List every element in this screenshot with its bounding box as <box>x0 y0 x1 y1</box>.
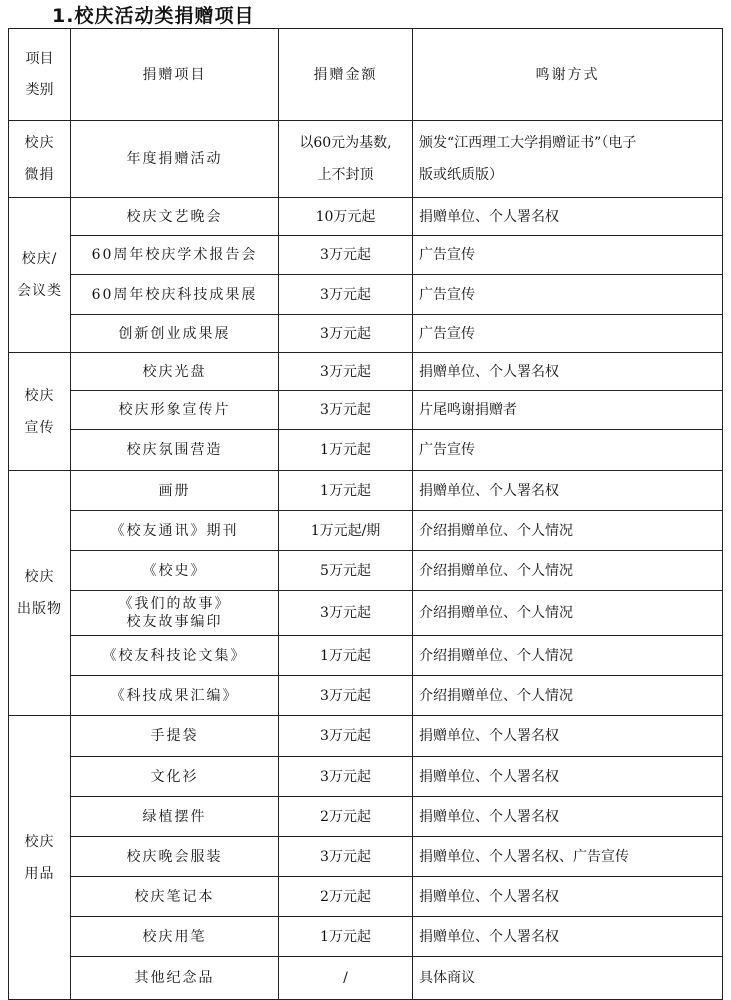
thanks-cell <box>413 636 723 676</box>
cell-text-line: 《校友通讯》期刊 <box>110 522 239 539</box>
project-cell <box>71 198 279 236</box>
header-amount: 捐赠金额 <box>279 29 413 121</box>
thanks-cell <box>413 275 723 315</box>
amount-cell <box>279 236 413 275</box>
cell-text-line: 3万元起 <box>320 247 371 263</box>
cell-text-line: 3万元起 <box>320 768 371 785</box>
amount-cell <box>279 591 413 636</box>
table-row <box>9 716 723 757</box>
table-row <box>9 877 723 917</box>
thanks-cell <box>413 676 723 716</box>
amount-cell <box>279 837 413 877</box>
cell-text-line: 捐赠单位、个人署名权 <box>419 482 559 499</box>
amount-cell <box>279 797 413 837</box>
amount-cell <box>279 471 413 511</box>
category-cell <box>9 121 71 198</box>
thanks-cell <box>413 121 723 198</box>
project-cell <box>71 430 279 471</box>
cell-text-line: 片尾鸣谢捐赠者 <box>419 402 517 418</box>
header-thanks: 鸣谢方式 <box>413 29 723 121</box>
cell-text-line: 微捐 <box>24 167 55 183</box>
thanks-cell <box>413 716 723 757</box>
thanks-cell <box>413 430 723 471</box>
donation-table <box>8 28 723 1000</box>
project-cell <box>71 837 279 877</box>
cell-text-line: 校庆 <box>24 833 55 850</box>
amount-cell <box>279 957 413 1000</box>
cell-text-line: 文化衫 <box>150 768 199 785</box>
cell-text-line: 校庆用笔 <box>142 928 207 945</box>
cell-text-line: 校庆 <box>24 135 55 151</box>
cell-text-line: 用品 <box>24 865 55 882</box>
amount-cell <box>279 757 413 797</box>
table-row <box>9 676 723 716</box>
table-row <box>9 236 723 275</box>
project-cell <box>71 636 279 676</box>
cell-text-line: 颁发“江西理工大学捐赠证书”（电子 <box>419 135 637 151</box>
project-cell <box>71 716 279 757</box>
header-category <box>9 29 71 121</box>
cell-text-line: 手提袋 <box>150 728 199 744</box>
cell-text-line: 捐赠单位、个人署名权 <box>419 768 559 785</box>
cell-text-line: 广告宣传 <box>419 325 475 342</box>
category-cell <box>9 471 71 716</box>
cell-text-line: 以60元为基数, <box>299 135 392 151</box>
project-cell <box>71 275 279 315</box>
amount-cell <box>279 315 413 353</box>
amount-cell <box>279 121 413 198</box>
cell-text-line: 3万元起 <box>320 402 371 418</box>
table-body <box>9 121 723 1000</box>
thanks-cell <box>413 797 723 837</box>
table-row <box>9 391 723 430</box>
table-row <box>9 551 723 591</box>
header-row <box>9 29 723 121</box>
amount-cell <box>279 877 413 917</box>
cell-text-line: 校庆氛围营造 <box>126 442 223 458</box>
cell-text-line: 5万元起 <box>320 562 371 579</box>
cell-text-line: 3万元起 <box>320 848 371 865</box>
table-row <box>9 198 723 236</box>
amount-cell <box>279 676 413 716</box>
cell-text-line: 3万元起 <box>320 728 371 744</box>
amount-cell <box>279 353 413 391</box>
thanks-cell <box>413 877 723 917</box>
thanks-cell <box>413 391 723 430</box>
project-cell <box>71 676 279 716</box>
table-row <box>9 837 723 877</box>
cell-text-line: 《我们的故事》 <box>118 596 231 612</box>
page-title: 1.校庆活动类捐赠项目 <box>52 5 255 27</box>
table-row <box>9 275 723 315</box>
project-cell <box>71 917 279 957</box>
amount-cell <box>279 716 413 757</box>
amount-cell <box>279 917 413 957</box>
thanks-cell <box>413 757 723 797</box>
cell-text-line: 10万元起 <box>315 208 376 225</box>
cell-text-line: 介绍捐赠单位、个人情况 <box>419 687 573 704</box>
cell-text-line: 画册 <box>158 482 191 499</box>
amount-cell <box>279 198 413 236</box>
cell-text-line: 广告宣传 <box>419 286 475 303</box>
cell-text-line: 版或纸质版） <box>419 167 503 183</box>
project-cell <box>71 591 279 636</box>
cell-text-line: 1万元起/期 <box>310 522 381 539</box>
thanks-cell <box>413 957 723 1000</box>
cell-text-line: 捐赠单位、个人署名权 <box>419 928 559 945</box>
header-category-line: 类别 <box>25 81 54 98</box>
project-cell <box>71 511 279 551</box>
cell-text-line: 1万元起 <box>320 928 371 945</box>
cell-text-line: 捐赠单位、个人署名权 <box>419 363 559 380</box>
thanks-cell <box>413 917 723 957</box>
table-row <box>9 636 723 676</box>
thanks-cell <box>413 353 723 391</box>
cell-text-line: 介绍捐赠单位、个人情况 <box>419 647 573 664</box>
amount-cell <box>279 511 413 551</box>
cell-text-line: 3万元起 <box>320 286 371 303</box>
thanks-cell <box>413 551 723 591</box>
cell-text-line: 具体商议 <box>419 970 475 986</box>
thanks-cell <box>413 471 723 511</box>
cell-text-line: 校庆形象宣传片 <box>118 402 231 418</box>
cell-text-line: 校庆/ <box>21 251 58 267</box>
cell-text-line: 1万元起 <box>320 647 371 664</box>
cell-text-line: 宣传 <box>24 419 55 436</box>
project-cell <box>71 391 279 430</box>
cell-text-line: 捐赠单位、个人署名权 <box>419 888 559 905</box>
category-cell <box>9 198 71 353</box>
cell-text-line: 捐赠单位、个人署名权 <box>419 808 559 825</box>
thanks-cell <box>413 511 723 551</box>
table-row <box>9 430 723 471</box>
header-project: 捐赠项目 <box>71 29 279 121</box>
amount-cell <box>279 430 413 471</box>
cell-text-line: 上不封顶 <box>317 167 374 183</box>
cell-text-line: 2万元起 <box>320 888 371 905</box>
cell-text-line: 校庆光盘 <box>142 363 207 380</box>
cell-text-line: 3万元起 <box>320 363 371 380</box>
table-row <box>9 591 723 636</box>
cell-text-line: 捐赠单位、个人署名权 <box>419 208 559 225</box>
cell-text-line: 介绍捐赠单位、个人情况 <box>419 562 573 579</box>
table-row <box>9 471 723 511</box>
thanks-cell <box>413 837 723 877</box>
cell-text-line: 《科技成果汇编》 <box>110 687 239 704</box>
amount-cell <box>279 636 413 676</box>
cell-text-line: 创新创业成果展 <box>118 325 231 342</box>
thanks-cell <box>413 236 723 275</box>
cell-text-line: 介绍捐赠单位、个人情况 <box>419 522 573 539</box>
thanks-cell <box>413 591 723 636</box>
cell-text-line: 校庆 <box>24 569 55 585</box>
table-row <box>9 511 723 551</box>
project-cell <box>71 353 279 391</box>
project-cell <box>71 757 279 797</box>
amount-cell <box>279 551 413 591</box>
table-row <box>9 797 723 837</box>
cell-text-line: 1万元起 <box>320 442 371 458</box>
cell-text-line: 年度捐赠活动 <box>126 151 223 167</box>
cell-text-line: 校庆文艺晚会 <box>126 208 223 225</box>
cell-text-line: 捐赠单位、个人署名权、广告宣传 <box>419 848 629 865</box>
category-cell <box>9 353 71 471</box>
header-category-line: 项目 <box>25 50 54 67</box>
project-cell <box>71 471 279 511</box>
cell-text-line: 广告宣传 <box>419 442 475 458</box>
cell-text-line: 3万元起 <box>320 687 371 704</box>
table-row <box>9 757 723 797</box>
cell-text-line: 《校史》 <box>142 562 207 579</box>
cell-text-line: 校庆笔记本 <box>134 888 215 905</box>
table-row <box>9 353 723 391</box>
table-row <box>9 917 723 957</box>
table-row <box>9 315 723 353</box>
cell-text-line: 2万元起 <box>320 808 371 825</box>
cell-text-line: 校庆 <box>24 387 55 404</box>
project-cell <box>71 957 279 1000</box>
cell-text-line: 捐赠单位、个人署名权 <box>419 728 559 744</box>
thanks-cell <box>413 198 723 236</box>
cell-text-line: 1万元起 <box>320 482 371 499</box>
project-cell <box>71 236 279 275</box>
thanks-cell <box>413 315 723 353</box>
project-cell <box>71 877 279 917</box>
cell-text-line: 其他纪念品 <box>134 970 215 986</box>
table-row <box>9 121 723 198</box>
table-row <box>9 957 723 1000</box>
cell-text-line: 3万元起 <box>320 325 371 342</box>
project-cell <box>71 315 279 353</box>
cell-text-line: 60周年校庆学术报告会 <box>91 247 258 263</box>
cell-text-line: / <box>343 970 348 986</box>
cell-text-line: 《校友科技论文集》 <box>102 647 247 664</box>
project-cell <box>71 797 279 837</box>
amount-cell <box>279 391 413 430</box>
cell-text-line: 校庆晚会服装 <box>126 848 223 865</box>
category-cell <box>9 716 71 1000</box>
cell-text-line: 会议类 <box>17 283 62 299</box>
cell-text-line: 校友故事编印 <box>126 614 223 630</box>
cell-text-line: 绿植摆件 <box>142 808 207 825</box>
project-cell <box>71 121 279 198</box>
cell-text-line: 出版物 <box>17 601 62 617</box>
cell-text-line: 介绍捐赠单位、个人情况 <box>419 605 573 621</box>
cell-text-line: 广告宣传 <box>419 247 475 263</box>
cell-text-line: 60周年校庆科技成果展 <box>91 286 258 303</box>
cell-text-line: 3万元起 <box>320 605 371 621</box>
amount-cell <box>279 275 413 315</box>
project-cell <box>71 551 279 591</box>
